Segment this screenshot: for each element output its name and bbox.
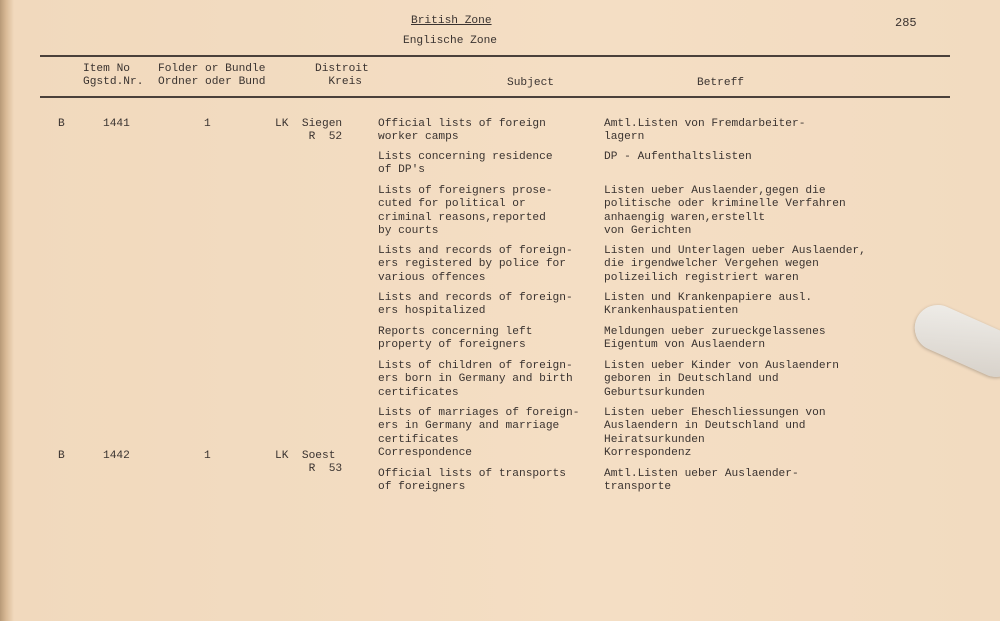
subject-entry: Lists and records of foreign- ers registered by police for various offences <box>378 245 573 284</box>
betreff-entry: Korrespondenz <box>604 447 692 459</box>
kreis: LK Soest R 53 <box>275 450 343 476</box>
subject-entry: Lists of foreigners prose- cuted for political or criminal reasons,reported by courts <box>378 185 553 238</box>
column-header-folder: Folder or Bundle Ordner oder Bund <box>158 63 266 89</box>
subject-entry: Official lists of foreign worker camps <box>378 118 546 144</box>
kreis: LK Siegen R 52 <box>275 118 343 144</box>
betreff-entry: Meldungen ueber zurueckgelassenes Eigentum von Auslaendern <box>604 326 826 352</box>
folder-number: 1 <box>204 450 211 462</box>
item-number: 1441 <box>103 118 130 130</box>
column-header-district: Distroit Kreis <box>315 63 369 89</box>
subject-entry: Correspondence <box>378 447 472 459</box>
subject-entry: Lists and records of foreign- ers hospitalized <box>378 292 573 318</box>
page-number: 285 <box>895 16 917 30</box>
row-prefix: B <box>58 450 65 462</box>
folder-number: 1 <box>204 118 211 130</box>
subject-entry: Lists of children of foreign- ers born in Germany and birth certificates <box>378 360 573 399</box>
zone-subtitle: Englische Zone <box>403 35 497 47</box>
zone-title: British Zone <box>411 15 492 27</box>
item-number: 1442 <box>103 450 130 462</box>
header-top-rule <box>40 55 950 57</box>
betreff-entry: Amtl.Listen ueber Auslaender- transporte <box>604 468 799 494</box>
betreff-entry: Listen ueber Kinder von Auslaendern geboren in Deutschland und Geburtsurkunden <box>604 360 839 399</box>
betreff-entry: Listen und Krankenpapiere ausl. Krankenhauspatienten <box>604 292 813 318</box>
subject-entry: Lists concerning residence of DP's <box>378 151 553 177</box>
column-header-subject: Subject <box>507 77 554 89</box>
row-prefix: B <box>58 118 65 130</box>
betreff-entry: Listen ueber Auslaender,gegen die politische oder kriminelle Verfahren anhaengig waren,erstellt von Gerichten <box>604 185 846 238</box>
column-header-item: Item No Ggstd.Nr. <box>83 63 144 89</box>
page-tab-marker <box>907 298 1000 385</box>
subject-entry: Official lists of transports of foreigners <box>378 468 566 494</box>
subject-entry: Lists of marriages of foreign- ers in Germany and marriage certificates <box>378 407 580 446</box>
betreff-entry: Listen ueber Eheschliessungen von Auslaendern in Deutschland und Heiratsurkunden <box>604 407 826 446</box>
betreff-entry: Amtl.Listen von Fremdarbeiter- lagern <box>604 118 806 144</box>
subject-entry: Reports concerning left property of foreigners <box>378 326 533 352</box>
column-header-betreff: Betreff <box>697 77 744 89</box>
header-bottom-rule <box>40 96 950 98</box>
betreff-entry: DP - Aufenthaltslisten <box>604 151 752 163</box>
betreff-entry: Listen und Unterlagen ueber Auslaender, die irgendwelcher Vergehen wegen polizeilich registriert waren <box>604 245 866 284</box>
